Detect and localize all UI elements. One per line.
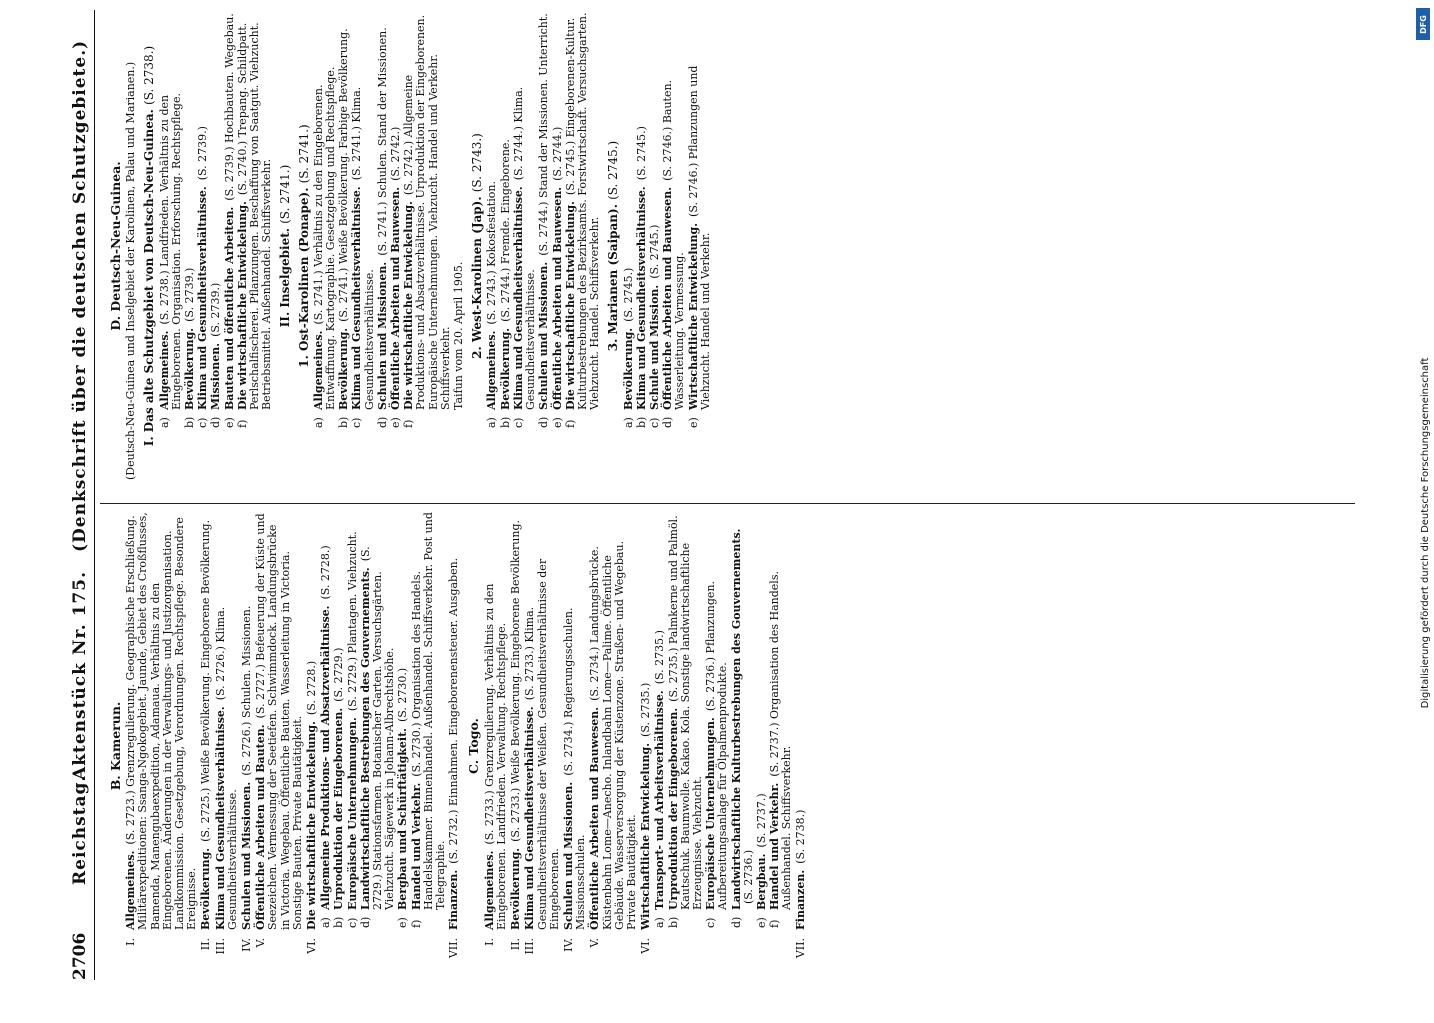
item-body: (S. 2740.) Trepang. Schildpatt. Perlschalfischerei. Pflanzungen. Beschaffung von Saatgut. Viehzucht. Betriebsmittel. Außenhandel. Schiffsverkehr. xyxy=(235,22,274,410)
section-item xyxy=(125,512,198,980)
item-body: (S. 2743.) Kokosfestation. xyxy=(485,181,499,325)
item-body: (S. 2729.) Stationsfarmen. Botanischer Garten. Versuchsgärten. Viehzucht. Sägewerk in Johann-Albrechtshöhe. xyxy=(358,546,397,910)
item-number: a) xyxy=(621,417,635,428)
item-heading: Öffentliche Arbeiten und Bauten. xyxy=(254,724,268,930)
kamerun-finances xyxy=(448,512,460,980)
marianen-items xyxy=(623,12,712,480)
item-number: f) xyxy=(235,419,249,428)
item-heading: Handel und Verkehr. xyxy=(768,782,782,910)
item-body: (S. 2726.) Klima. Gesundheitsverhältnisse. xyxy=(213,606,239,930)
inselgebiet-title: II. Inselgebiet. xyxy=(278,228,293,328)
item-heading: Allgemeines. xyxy=(485,330,499,410)
sub-item xyxy=(397,512,409,980)
section-item xyxy=(306,512,318,980)
item-number: b) xyxy=(666,916,680,928)
item-heading: Bevölkerung. xyxy=(498,327,512,410)
item-heading: Handel und Verkehr. xyxy=(409,782,423,910)
sub-item xyxy=(210,12,222,480)
section-item xyxy=(215,512,239,980)
item-heading: Öffentliche Arbeiten und Bauwesen. xyxy=(550,186,564,410)
item-number: I. xyxy=(482,938,496,946)
sub-item xyxy=(347,512,359,980)
digitization-note xyxy=(1416,6,1430,992)
item-heading: Landwirtschaftliche Bestrebungen des Gouvernements. xyxy=(358,567,372,910)
item-heading: Bauten und öffentliche Arbeiten. xyxy=(222,206,236,410)
item-heading: Finanzen. xyxy=(793,869,807,930)
item-body: (S. 2739.) Hochbauten. Wegebau. xyxy=(222,13,236,201)
item-number: III. xyxy=(523,938,537,955)
sub-item xyxy=(705,512,729,980)
section-title-togo: C. Togo. xyxy=(466,718,482,774)
item-body: (S. 2726.) Schulen. Missionen. xyxy=(240,605,254,776)
item-heading: Europäische Unternehmungen. xyxy=(704,717,718,910)
item-heading: Allgemeines. xyxy=(311,330,325,410)
item-number: c) xyxy=(196,417,210,428)
item-number: d) xyxy=(358,916,372,928)
sub-item xyxy=(513,12,537,480)
togo-items xyxy=(484,512,653,980)
item-number: c) xyxy=(345,917,359,928)
item-body: (S. 2745.) xyxy=(647,224,661,279)
section-item xyxy=(510,512,522,980)
header-subject: (Denkschrift über die deutschen Schutzgebiete.) xyxy=(70,39,90,552)
sub-item xyxy=(184,12,196,480)
sub-item xyxy=(197,12,209,480)
item-body: (S. 2734.) Regierungsschulen. Missionsschulen. xyxy=(561,607,588,930)
sub-item xyxy=(411,512,448,980)
item-heading: Schule und Mission. xyxy=(647,284,661,410)
item-number: f) xyxy=(402,419,416,428)
item-heading: Bergbau. xyxy=(754,853,768,910)
item-body: (S. 2733.) Weiße Bevölkerung. Eingeborene Bevölkerung. xyxy=(509,519,523,842)
item-body: (S. 2744.) Fremde. Eingeborene. xyxy=(498,139,512,322)
item-number: b) xyxy=(332,916,346,928)
item-number: c) xyxy=(704,917,718,928)
neu-guinea-intro: (Deutsch-Neu-Guinea und Inselgebiet der Karolinen, Palau und Marianen.) xyxy=(124,61,138,480)
item-heading: Öffentliche Arbeiten und Bauwesen. xyxy=(588,706,602,930)
item-heading: Landwirtschaftliche Kulturbestrebungen des Gouvernements. xyxy=(729,528,743,910)
item-body: (S. 2745.) xyxy=(634,126,648,181)
section-title-kamerun: B. Kamerun. xyxy=(108,701,123,791)
west-karolinen-title: 2. West-Karolinen (Jap). xyxy=(470,196,485,359)
sub-item xyxy=(377,12,389,480)
item-body: (S. 2730.) Organisation des Handels. Handelskammer. Binnenhandel. Außenhandel. Schiffsverkehr. Post und Telegraphie. xyxy=(409,512,448,910)
item-number: a) xyxy=(485,417,499,428)
section-item xyxy=(241,512,253,980)
item-body: (S. 2734.) Landungsbrücke. Küstenbahn Lome—Anecho. Inlandbahn Lome—Palime. Öffentliche Gebäude. Wasserversorgung der Küstenzone. Straßen- und Wegebau. Private Bautätigkeit. xyxy=(588,540,638,930)
item-heading: Missionen. xyxy=(209,342,223,410)
item-heading: Öffentliche Arbeiten und Bauwesen. xyxy=(661,186,675,410)
item-body: (S. 2727.) Befeuerung der Küste und Seezeichen. Vermessung der Seetiefen. Schwimmdock. Landungsbrücke in Victoria. Wegebau. Öffentliche Bauten. Wasserleitung in Victoria. Sonstige Bauten. Private Bautätigkeit. xyxy=(254,513,304,930)
sub-item xyxy=(552,12,564,480)
item-number: II. xyxy=(509,938,523,951)
item-body: (S. 2739.) xyxy=(196,126,210,181)
marianen-title: 3. Marianen (Saipan). xyxy=(606,204,621,352)
taifun-note: Taifun vom 20. April 1905. xyxy=(452,261,466,410)
item-body: (S. 2739.) xyxy=(183,267,197,322)
item-number: e) xyxy=(222,417,236,428)
item-number: V. xyxy=(588,938,602,948)
kamerun-economy-subitems xyxy=(320,512,447,980)
section-title-neu-guinea: D. Deutsch-Neu-Guinea. xyxy=(108,161,123,331)
item-number: d) xyxy=(729,916,743,928)
sub-item xyxy=(486,12,498,480)
page-number: 2706 xyxy=(70,932,90,980)
item-heading: Öffentliche Arbeiten und Bauwesen. xyxy=(389,186,403,410)
sub-item xyxy=(731,512,755,980)
ost-karolinen-page: (S. 2741.) xyxy=(296,124,311,184)
item-number: d) xyxy=(209,416,223,428)
item-body: (S. 2736.) Pflanzungen. Aufbereitungsanlage für Ölpalmenprodukte. xyxy=(704,580,730,910)
sub-item xyxy=(351,12,375,480)
item-body: (S. 2725.) Weiße Bevölkerung. Eingeborene Bevölkerung. xyxy=(199,519,213,842)
item-body: (S. 2733.) Klima. Gesundheitsverhältnisse der Weißen. Gesundheitsverhältnisse der Eingeborenen. xyxy=(523,558,561,930)
item-heading: Schulen und Missionen. xyxy=(240,781,254,930)
item-number: f) xyxy=(563,419,577,428)
subsection-title-marianen xyxy=(607,12,619,480)
item-number: c) xyxy=(511,417,525,428)
item-body: (S. 2744.) Stand der Missionen. Unterricht. xyxy=(537,13,551,256)
item-number: e) xyxy=(550,417,564,428)
dfg-logo xyxy=(1416,8,1430,40)
page-header xyxy=(60,10,95,980)
item-heading: Klima und Gesundheitsverhältnisse. xyxy=(634,186,648,410)
item-heading: Allgemeine Produktions- und Absatzverhältnisse. xyxy=(319,605,333,910)
column-divider xyxy=(100,503,1355,504)
item-heading: Bergbau und Schürftätigkeit. xyxy=(396,728,410,910)
section-item xyxy=(640,512,652,980)
item-heading: Wirtschaftliche Entwickelung. xyxy=(639,742,653,930)
subsection-title-altes-schutzgebiet xyxy=(143,12,155,480)
item-heading: Schulen und Missionen. xyxy=(561,781,575,930)
item-number: VI. xyxy=(305,938,319,954)
item-heading: Urproduktion der Eingeborenen. xyxy=(666,707,680,910)
right-column xyxy=(108,12,713,480)
item-heading: Klima und Gesundheitsverhältnisse. xyxy=(523,706,537,930)
item-body: (S. 2737.) Organisation des Handels. Außenhandel. Schiffsverkehr. xyxy=(768,571,794,910)
inselgebiet-page: (S. 2741.) xyxy=(278,164,293,224)
sub-item xyxy=(237,12,274,480)
item-body: (S. 2729.) xyxy=(332,647,346,702)
sub-item xyxy=(565,12,602,480)
item-body: (S. 2741.) Klima. Gesundheitsverhältnisse. xyxy=(350,86,376,410)
item-number: II. xyxy=(199,938,213,951)
sub-item xyxy=(662,12,686,480)
item-heading: Die wirtschaftliche Entwickelung. xyxy=(235,201,249,410)
item-number: III. xyxy=(213,938,227,955)
item-body: (S. 2728.) xyxy=(305,660,319,716)
sub-item xyxy=(623,12,635,480)
sub-item xyxy=(224,12,236,480)
item-body: (S. 2735.) Palmkerne und Palmöl. Kautschuk. Baumwolle. Kakao. Kola. Sonstige landwirtschaftliche Erzeugnisse. Viehzucht. xyxy=(666,515,704,910)
item-body: (S. 2730.) xyxy=(396,667,410,723)
item-number: b) xyxy=(634,416,648,428)
sub-item xyxy=(688,12,712,480)
item-heading: Bevölkerung. xyxy=(509,847,523,930)
item-number: e) xyxy=(686,417,700,428)
ost-karolinen-items xyxy=(313,12,452,480)
item-number: a) xyxy=(157,417,171,428)
item-body: (S. 2733.) Grenzregulierung. Verhältnis zu den Eingeborenen. Landfrieden. Verwaltung. Rechtspflege. xyxy=(482,583,508,930)
sub-item xyxy=(333,512,345,980)
kamerun-items xyxy=(125,512,318,980)
item-heading: Klima und Gesundheitsverhältnisse. xyxy=(511,186,525,410)
item-body: (S. 2746.) Pflanzungen und Viehzucht. Handel und Verkehr. xyxy=(686,65,712,410)
item-number: VII. xyxy=(447,938,461,959)
item-heading: Klima und Gesundheitsverhältnisse. xyxy=(350,186,364,410)
document-reference: Aktenstück Nr. 175. xyxy=(70,570,90,780)
dfg-logo-text: DFG xyxy=(1418,14,1428,34)
sub-item xyxy=(390,12,402,480)
sub-item xyxy=(360,512,397,980)
item-body: (S. 2741.) Weiße Bevölkerung. Farbige Bevölkerung. xyxy=(337,28,351,322)
section-item xyxy=(524,512,561,980)
item-number: e) xyxy=(389,417,403,428)
header-title: Reichstag. xyxy=(70,774,90,885)
item-number: IV. xyxy=(561,938,575,952)
section-item xyxy=(200,512,212,980)
item-body: (S. 2732.) Einnahmen. Eingeborenensteuer. Ausgaben. xyxy=(447,557,461,864)
section-item xyxy=(255,512,304,980)
item-heading: Urproduktion der Eingeborenen. xyxy=(332,707,346,910)
item-number: I. xyxy=(124,938,138,946)
item-body: (S. 2742.) xyxy=(389,126,403,181)
sub-item xyxy=(654,512,666,980)
item-body: (S. 2735.) xyxy=(639,682,653,737)
item-number: d) xyxy=(375,416,389,428)
item-body: (S. 2739.) xyxy=(209,282,223,337)
section-item xyxy=(589,512,638,980)
togo-finances xyxy=(795,512,807,980)
digitization-text: Digitalisierung gefördert durch die Deutsche Forschungsgemeinschaft xyxy=(1420,357,1431,709)
item-heading: Allgemeines. xyxy=(482,850,496,930)
item-body: (S. 2728.) xyxy=(319,545,333,600)
item-number: a) xyxy=(653,917,667,928)
item-number: e) xyxy=(396,917,410,928)
item-body: (S. 2742.) Allgemeine Produktions- und Absatzverhältnisse. Urproduktion der Eingeborenen. Europäische Unternehmungen. Viehzucht. Handel und Verkehr. Schiffsverkehr. xyxy=(402,14,452,410)
item-heading: Die wirtschaftliche Entwickelung. xyxy=(563,201,577,410)
item-heading: Bevölkerung. xyxy=(337,327,351,410)
subsection-title-ost-karolinen xyxy=(298,12,310,480)
item-body: (S. 2744.) Klima. Gesundheitsverhältnisse. xyxy=(511,86,538,410)
sub-item xyxy=(649,12,661,480)
item-heading: Europäische Unternehmungen. xyxy=(345,717,359,910)
item-body: (S. 2736.) xyxy=(741,849,755,904)
subsection-title-inselgebiet xyxy=(279,12,291,480)
item-number: a) xyxy=(319,917,333,928)
section-item xyxy=(563,512,587,980)
item-heading: Allgemeines. xyxy=(157,330,171,410)
item-body: (S. 2744.) xyxy=(550,126,564,181)
item-heading: Schulen und Missionen. xyxy=(537,261,551,410)
item-heading: Finanzen. xyxy=(447,869,461,930)
item-heading: Transport- und Arbeitsverhältnisse. xyxy=(653,690,667,910)
altes-schutzgebiet-page: (S. 2738.) xyxy=(142,45,157,105)
item-number: b) xyxy=(498,416,512,428)
item-number: d) xyxy=(537,416,551,428)
item-number: b) xyxy=(337,416,351,428)
subsection-title-west-karolinen xyxy=(471,12,483,480)
item-heading: Wirtschaftliche Entwickelung. xyxy=(686,222,700,410)
item-number: e) xyxy=(754,917,768,928)
item-heading: Allgemeines. xyxy=(124,850,138,930)
section-item xyxy=(484,512,508,980)
sub-item xyxy=(500,12,512,480)
item-number: f) xyxy=(409,919,423,928)
item-number: d) xyxy=(661,416,675,428)
sub-item xyxy=(769,512,793,980)
item-body: (S. 2738.) Landfrieden. Verhältnis zu den Eingeborenen. Organisation. Erforschung. Rechtspflege. xyxy=(157,93,183,410)
ost-karolinen-title: 1. Ost-Karolinen (Ponape). xyxy=(296,187,311,368)
item-heading: Bevölkerung. xyxy=(621,327,635,410)
item-heading: Die wirtschaftliche Entwickelung. xyxy=(305,721,319,930)
sub-item xyxy=(636,12,648,480)
section-item xyxy=(448,512,460,980)
item-number: f) xyxy=(768,919,782,928)
sub-item xyxy=(538,12,550,480)
item-body: (S. 2737.) xyxy=(754,793,768,848)
item-number: IV. xyxy=(240,938,254,952)
sub-item xyxy=(756,512,768,980)
item-body: (S. 2746.) Bauten. Wasserleitung. Vermessung. xyxy=(661,79,687,410)
item-body: (S. 2745.) Eingeborenen-Kultur. Kulturbestrebungen des Bezirksamts. Forstwirtschaft. Versuchsgarten. Viehzucht. Handel. Schiffsverkehr. xyxy=(563,12,602,410)
item-number: c) xyxy=(647,417,661,428)
item-number: c) xyxy=(350,417,364,428)
sub-item xyxy=(313,12,337,480)
sub-item xyxy=(338,12,350,480)
west-karolinen-page: (S. 2743.) xyxy=(470,133,485,193)
marianen-page: (S. 2745.) xyxy=(606,140,621,200)
left-column xyxy=(108,512,809,980)
west-karolinen-items xyxy=(486,12,601,480)
item-number: VI. xyxy=(639,938,653,954)
item-body: (S. 2741.) Schulen. Stand der Missionen. xyxy=(375,27,389,256)
item-body: (S. 2729.) Plantagen. Viehzucht. xyxy=(345,531,359,712)
item-body: (S. 2735.) xyxy=(653,630,667,685)
item-number: V. xyxy=(254,938,268,948)
sub-item xyxy=(159,12,183,480)
sub-item xyxy=(320,512,332,980)
item-body: (S. 2738.) xyxy=(793,809,807,864)
item-body: (S. 2745.) xyxy=(621,267,635,322)
item-heading: Schulen und Missionen. xyxy=(375,261,389,410)
sub-item xyxy=(403,12,452,480)
sub-item xyxy=(668,512,705,980)
item-heading: Klima und Gesundheitsverhältnisse. xyxy=(213,706,227,930)
item-number: b) xyxy=(183,416,197,428)
item-number: VII. xyxy=(793,938,807,959)
item-body: (S. 2741.) Verhältnis zu den Eingeborenen. Entwaffnung. Kartographie. Gesetzgebung und Rechtspflege. xyxy=(311,66,338,410)
item-heading: Bevölkerung. xyxy=(199,847,213,930)
altes-schutzgebiet-title: I. Das alte Schutzgebiet von Deutsch-Neu-Guinea. xyxy=(142,109,157,447)
item-number: a) xyxy=(311,417,325,428)
item-heading: Klima und Gesundheitsverhältnisse. xyxy=(196,186,210,410)
altes-schutzgebiet-items xyxy=(159,12,274,480)
section-item xyxy=(795,512,807,980)
item-heading: Die wirtschaftliche Entwickelung. xyxy=(402,201,416,410)
item-heading: Bevölkerung. xyxy=(183,327,197,410)
togo-economy-subitems xyxy=(654,512,793,980)
item-body: (S. 2723.) Grenzregulierung. Geographische Erschließung. Militärexpeditionen: Ssanga-Ngokogebiet. Jaunde, Gebiet des Croßflusses, Bamenda, Manengubaexpedition, Adamaua. Verhältnis zu den Eingeborenen. Änderungen in der Verwaltungs- und Justizorganisation. Landkommission. Gesetzgebung, Verordnungen. Rechtspflege. Besondere Ereignisse. xyxy=(124,512,199,930)
